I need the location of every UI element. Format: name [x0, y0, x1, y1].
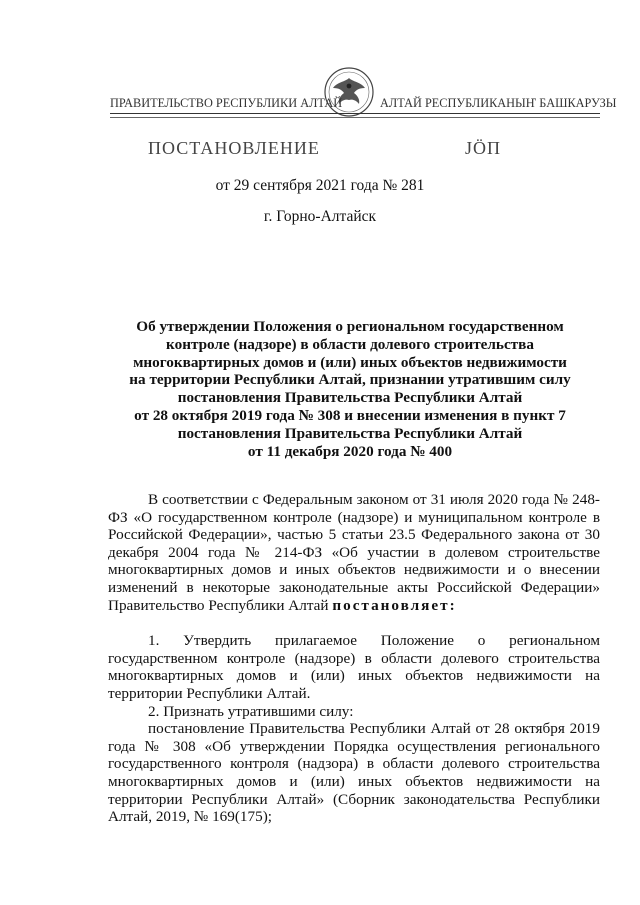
- title-line: постановления Правительства Республики Алтай: [177, 389, 523, 407]
- government-name-ru: ПРАВИТЕЛЬСТВО РЕСПУБЛИКИ АЛТАЙ: [110, 96, 343, 110]
- document-title: [100, 318, 600, 460]
- title-line: Об утверждении Положения о региональном государственном: [136, 318, 564, 335]
- item-1-paragraph: 1. Утвердить прилагаемое Положение о региональном государственном контроле (надзоре) в области долевого строительства многоквартирных домов и (или) иных объектов недвижимости на территории Республики Алтай.: [108, 632, 600, 702]
- item-2-paragraph: 2. Признать утратившими силу:: [148, 702, 354, 720]
- doc-type-alt: ЈӦП: [465, 138, 502, 158]
- document-body: [108, 491, 600, 826]
- government-name-alt: АЛТАЙ РЕСПУБЛИКАНЫҤ БАШКАРУЗЫ: [380, 96, 617, 110]
- title-line: на территории Республики Алтай, признании утратившим силу: [129, 371, 571, 389]
- header-rule-thick: [110, 113, 600, 114]
- doc-type-ru: ПОСТАНОВЛЕНИЕ: [148, 138, 320, 158]
- title-line: от 11 декабря 2020 года № 400: [247, 442, 453, 460]
- title-line: многоквартирных домов и (или) иных объектов недвижимости: [133, 353, 567, 371]
- title-line: контроле (надзоре) в области долевого строительства: [166, 335, 534, 353]
- date-line: от 29 сентября 2021 года № 281: [215, 177, 425, 194]
- preamble-text: В соответствии с Федеральным законом от 31 июля 2020 года № 248-ФЗ «О государственном контроле (надзоре) и муниципальном контроле в Российской Федерации», частью 5 статьи 23.5 Федерального закона от 30 декабря 2004 года № 214-ФЗ «Об участии в долевом строительстве многоквартирных домов и иных объектов недвижимости и о внесении изменений в некоторые законодательные акты Российской Федерации» Правительство Республики Алтай: [108, 491, 600, 614]
- decree-word: постановляет:: [332, 596, 457, 614]
- header-rule-thin: [110, 117, 600, 118]
- city-line: г. Горно-Алтайск: [263, 208, 377, 225]
- title-line: от 28 октября 2019 года № 308 и внесении изменения в пункт 7: [134, 406, 566, 424]
- title-line: постановления Правительства Республики Алтай: [177, 424, 523, 442]
- item-2-text-paragraph: постановление Правительства Республики Алтай от 28 октября 2019 года № 308 «Об утверждении Порядка осуществления регионального государственного контроля (надзора) в области долевого строительства многоквартирных домов и (или) иных объектов недвижимости на территории Республики Алтай» (Сборник законодательства Республики Алтай, 2019, № 169(175);: [108, 720, 600, 826]
- preamble-paragraph: [108, 491, 600, 614]
